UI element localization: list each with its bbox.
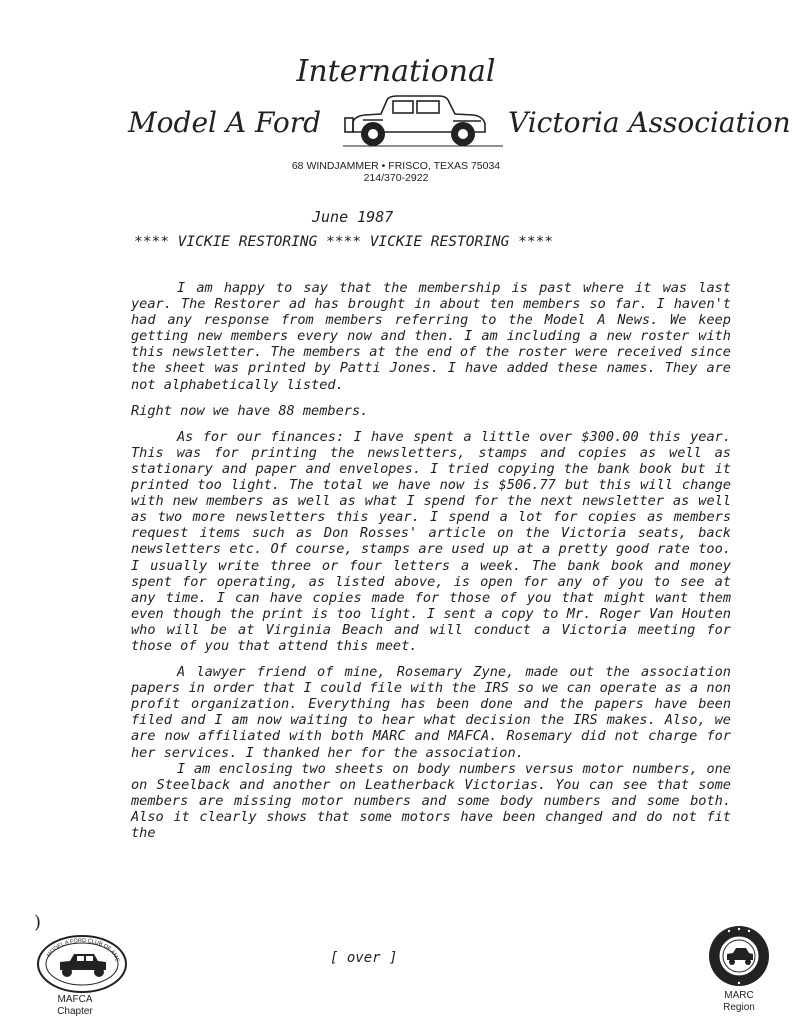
mafca-caption — [36, 994, 114, 1018]
paragraph-finances: As for our finances: I have spent a little over $300.00 this year. This was for printing the newsletters, stamps and copies as well as stationary and paper and envelopes. I tried copying the bank book but it printed too light. The total we have now is $506.77 but this will change with new members as well as what I spend for the next newsletter as well as two more newsletters this year. I spend a lot for copies as members request items such as Don Rosses' article on the Victoria seats, back newsletters etc. Of course, stamps are used up at a pretty good rate too. I usually write three or four letters a week. The bank book and money spent for operating, as listed above, is open for any of you to see at any time. I can have copies made for those of you that might want them even though the print is too light. I sent a copy to Mr. Roger Van Houten who will be at Virginia Beach and will conduct a Victoria meeting for those of you that attend this meet. — [131, 428, 731, 654]
paragraph-body-numbers: I am enclosing two sheets on body numbers versus motor numbers, one on Steelback and another on Leatherback Victorias. You can see that some members are missing motor numbers and some body numbers and some both. Also it clearly shows that some motors have been changed and do not fit the — [131, 760, 731, 841]
car-logo-icon — [343, 88, 503, 150]
mafca-emblem-icon — [36, 934, 128, 994]
margin-paren: ) — [34, 912, 42, 933]
marc-caption-line2: Region — [723, 1002, 755, 1013]
letter-heading: **** VICKIE RESTORING **** VICKIE RESTORING **** — [134, 234, 554, 250]
mafca-emblem-text: MODEL A FORD CLUB OF AME — [46, 937, 120, 963]
mafca-caption-line1: MAFCA — [57, 994, 93, 1005]
address-phone: 214/370-2922 — [363, 172, 429, 184]
letterhead-title-international: International — [296, 54, 496, 89]
over-note: [ over ] — [330, 950, 398, 966]
marc-caption-line1: MARC — [724, 990, 754, 1001]
letterhead-title-victoria-association: Victoria Association — [508, 106, 791, 139]
mafca-caption-line2: Chapter — [57, 1006, 93, 1017]
letterhead-title-model-a-ford: Model A Ford — [128, 106, 322, 139]
letter-date: June 1987 — [312, 208, 394, 226]
address-street: 68 WINDJAMMER • FRISCO, TEXAS 75034 — [291, 160, 501, 172]
marc-emblem-icon — [707, 924, 771, 988]
paragraph-lawyer: A lawyer friend of mine, Rosemary Zyne, made out the association papers in order that I could file with the IRS so we can operate as a non profit organization. Everything has been done and the papers have been filed and I am now waiting to hear what decision the IRS makes. Also, we are now affiliated with both MARC and MAFCA. Rosemary did not charge for her services. I thanked her for the association. — [131, 664, 731, 761]
letterhead-address — [0, 160, 792, 184]
marc-caption — [700, 990, 778, 1014]
letterhead — [0, 0, 792, 190]
paragraph-member-count: Right now we have 88 members. — [131, 402, 369, 419]
paragraph-membership: I am happy to say that the membership is past where it was last year. The Restorer ad has brought in about ten members so far. I haven't had any response from members referring to the Model A News. We keep getting new members every now and then. I am including a new roster with this newsletter. The members at the end of the roster were received since the sheet was printed by Patti Jones. I have added these names. They are not alphabetically listed. — [131, 280, 731, 393]
letter-body — [131, 280, 731, 851]
